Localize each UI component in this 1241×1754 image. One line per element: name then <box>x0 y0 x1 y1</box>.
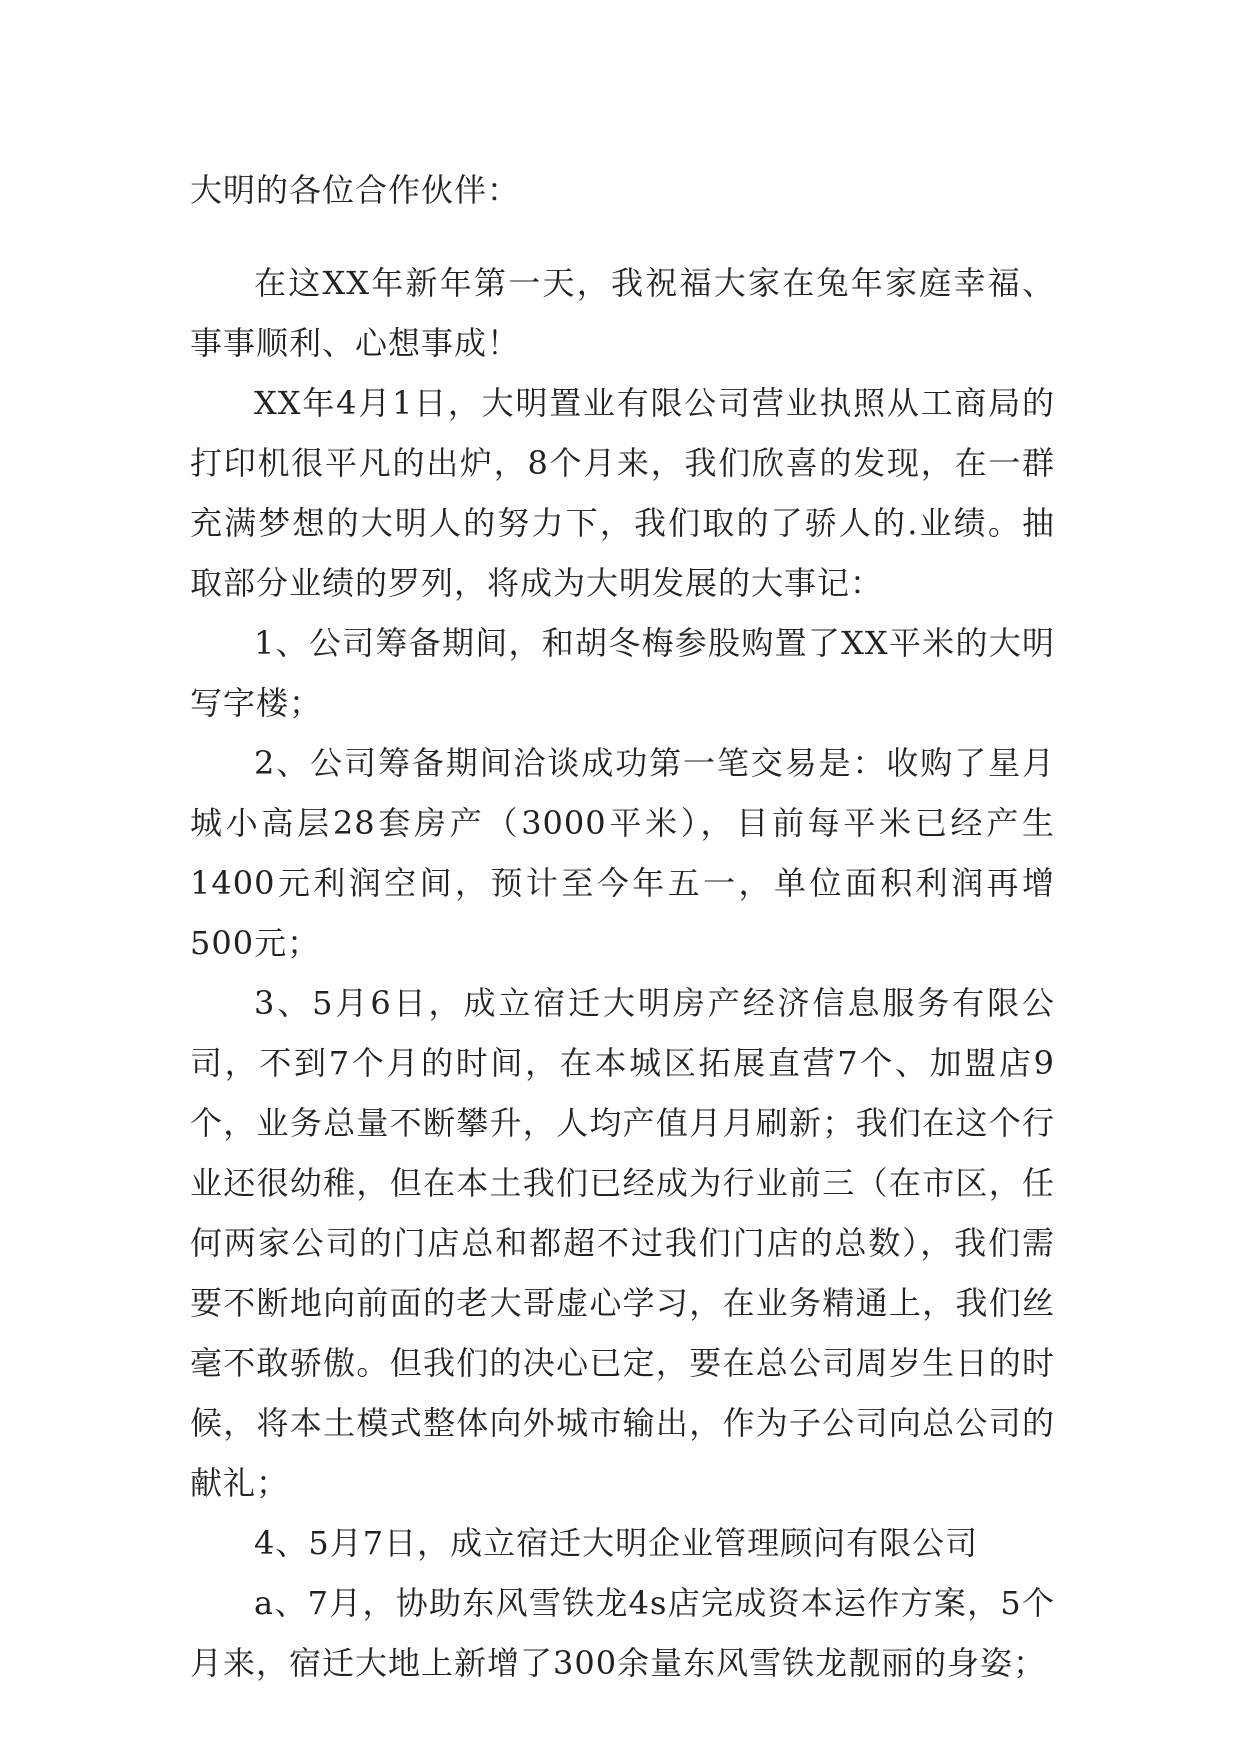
letter-body <box>190 160 1055 1693</box>
paragraph-company-founding: XX年4月1日，大明置业有限公司营业执照从工商局的打印机很平凡的出炉，8个月来，我们欣喜的发现，在一群充满梦想的大明人的努力下，我们取的了骄人的.业绩。抽取部分业绩的罗列，将成为大明发展的大事记： <box>190 384 1055 602</box>
paragraph-item-2: 2、公司筹备期间洽谈成功第一笔交易是：收购了星月城小高层28套房产（3000平米），目前每平米已经产生1400元利润空间，预计至今年五一，单位面积利润再增500元； <box>190 744 1055 962</box>
paragraph-new-year-greeting: 在这XX年新年第一天，我祝福大家在兔年家庭幸福、事事顺利、心想事成！ <box>190 264 1055 362</box>
paragraph-item-4: 4、5月7日，成立宿迁大明企业管理顾问有限公司 <box>254 1524 979 1562</box>
salutation: 大明的各位合作伙伴： <box>190 171 521 209</box>
paragraph-item-3: 3、5月6日，成立宿迁大明房产经济信息服务有限公司，不到7个月的时间，在本城区拓展直营7个、加盟店9个，业务总量不断攀升，人均产值月月刷新；我们在这个行业还很幼稚，但在本土我们已经成为行业前三（在市区，任何两家公司的门店总和都超不过我们门店的总数），我们需要不断地向前面的老大哥虚心学习，在业务精通上，我们丝毫不敢骄傲。但我们的决心已定，要在总公司周岁生日的时候，将本土模式整体向外城市输出，作为子公司向总公司的献礼； <box>190 984 1055 1502</box>
paragraph-item-4a: a、7月，协助东风雪铁龙4s店完成资本运作方案，5个月来，宿迁大地上新增了300余量东风雪铁龙靓丽的身姿； <box>190 1584 1055 1682</box>
paragraph-item-1: 1、公司筹备期间，和胡冬梅参股购置了XX平米的大明写字楼； <box>190 624 1055 722</box>
